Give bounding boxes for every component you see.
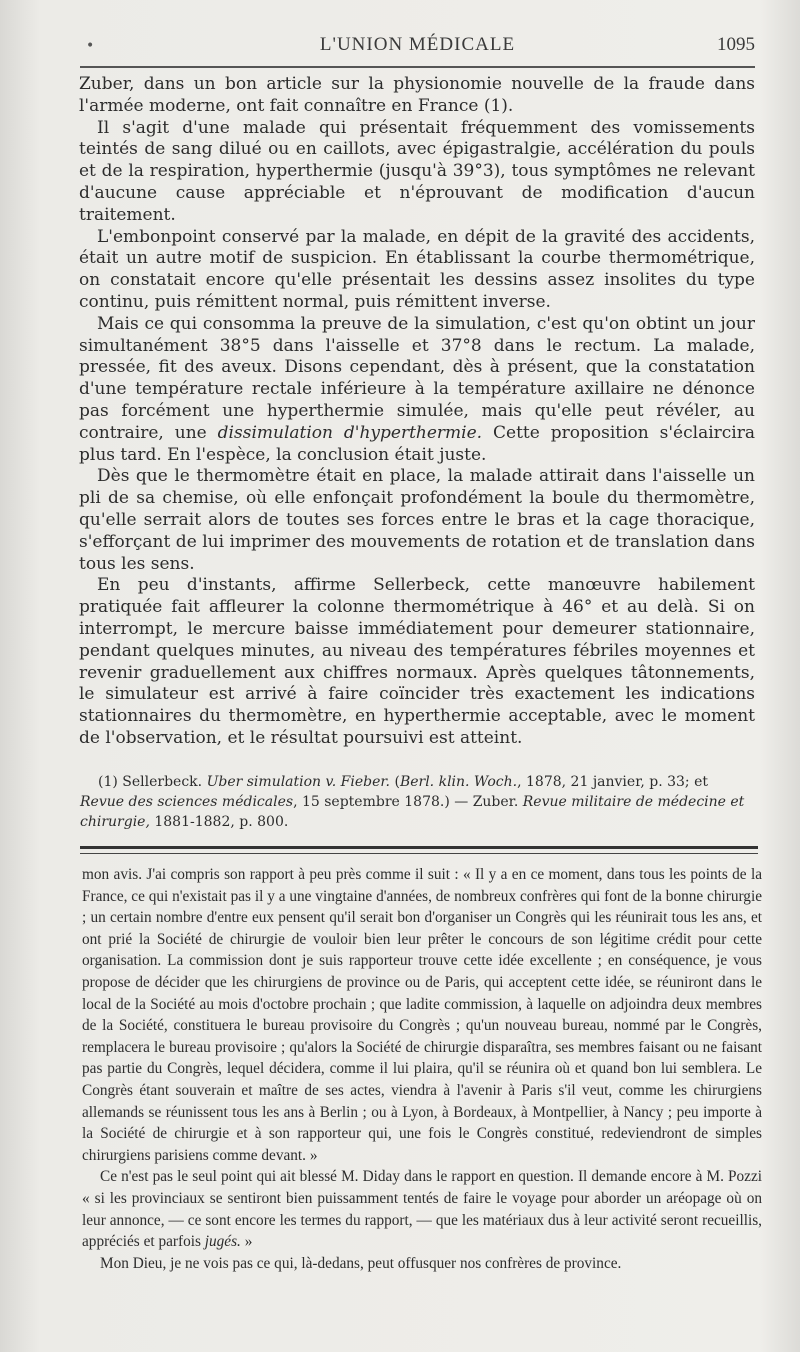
footnote-italic: Revue militaire de médecine et chirurgie, <box>80 794 745 830</box>
paragraph-5: Dès que le thermomètre était en place, la malade attirait dans l'aisselle un pli de sa chemise, où elle enfonçait profondément la boule du thermomètre, qu'elle serrait alors de toutes ses forces entre le bras et la cage thoracique, s'efforçant de lui imprimer des mouvements de rotation et de translation dans tous les sens. <box>79 466 755 574</box>
paragraph-6: En peu d'instants, affirme Sellerbeck, cette manœuvre habilement pratiquée fait affleurer la colonne thermométrique à 46° et au delà. Si on interrompt, le mercure baisse immédiatement pour demeurer stationnaire, pendant quelques minutes, au niveau des températures fébriles moyennes et revenir graduellement aux chiffres normaux. Après quelques tâtonnements, le simulateur est arrivé à faire coïncider très exactement les indications stationnaires du thermomètre, en hyperthermie acceptable, avec le moment de l'observation, et le résultat poursuivi est atteint. <box>79 575 755 748</box>
paragraph-3: L'embonpoint conservé par la malade, en dépit de la gravité des accidents, était un autre motif de suspicion. En établissant la courbe thermométrique, on constatait encore qu'elle présentait les dessins assez insolites du type continu, puis rémittent normal, puis rémittent inverse. <box>79 226 755 312</box>
footnote <box>80 772 756 832</box>
second-paragraph-3: Mon Dieu, je ne vois pas ce qui, là-dedans, peut offusquer nos confrères de province. <box>100 1254 622 1272</box>
page-number: 1095 <box>717 34 755 55</box>
footnote-text: ( <box>390 774 400 790</box>
footnote-italic: Revue des sciences médicales <box>80 794 294 810</box>
secondary-article-text <box>82 864 762 1274</box>
paragraph-4-text-a: Mais ce qui consomma la preuve de la simulation, c'est qu'on obtint un jour simultanément 38°5 dans l'aisselle et 37°8 dans le rectum. La malade, pressée, fit des aveux. Disons cependant, dès à présent, que la constatation d'une température rectale inférieure à la température axillaire ne dénonce pas forcément une hyperthermie simulée, mais qu'elle peut révéler, au contraire, une <box>79 313 755 443</box>
main-article-text <box>79 74 755 750</box>
paragraph-1: Zuber, dans un bon article sur la physionomie nouvelle de la fraude dans l'armée moderne, ont fait connaître en France (1). <box>79 74 755 116</box>
second-paragraph-2-text-b: » <box>240 1233 253 1251</box>
footnote-text: , 1878, 21 janvier, p. 33; et <box>517 774 709 790</box>
footnote-text: (1) Sellerbeck. <box>98 774 207 790</box>
second-paragraph-2-text-a: Ce n'est pas le seul point qui ait blessé M. Diday dans le rapport en question. Il demande encore à M. Pozzi « si les provinciaux se sentiront bien puissamment tentés de faire le voyage pour aborder un aréopage où on leur annonce, — ce sont encore les termes du rapport, — que les matériaux dus à leur activité seront recueillis, appréciés et parfois <box>82 1168 762 1251</box>
paragraph-2: Il s'agit d'une malade qui présentait fréquemment des vomissements teintés de sang dilué ou en caillots, avec épigastralgie, accélération du pouls et de la respiration, hyperthermie (jusqu'à 39°3), tous symptômes ne relevant d'aucune cause appréciable et n'éprouvant de modification d'aucun traitement. <box>79 117 755 225</box>
paragraph-4-italic: dissimulation d'hyperthermie. <box>217 422 483 443</box>
footnote-1 <box>80 772 756 832</box>
second-paragraph-1: mon avis. J'ai compris son rapport à peu près comme il suit : « Il y a en ce moment, dans tous les points de la France, ce qui n'existait pas il y a une vingtaine d'années, de nombreux confrères qui font de la bonne chirurgie ; un certain nombre d'entre eux pensent qu'il serait bon d'organiser un Congrès qui les réunirait tous les ans, et ont prié la Société de chirurgie de vouloir bien leur prêter le concours de son légitime crédit pour cette organisation. La commission dont je suis rapporteur trouve cette idée excellente ; en conséquence, je vous propose de décider que les chirurgiens de province ou de Paris, qui acceptent cette idée, se réuniront dans le local de la Société au mois d'octobre prochain ; que ladite commission, à laquelle on adjoindra deux membres de la Société, constituera le bureau provisoire du Congrès ; qu'un nouveau bureau, nommé par le Congrès, remplacera le bureau provisoire ; qu'alors la Société de chirurgie disparaîtra, ses membres faisant ou ne faisant pas partie du Congrès, lequel décidera, comme il lui plaira, qu'il se réunira où et quand bon lui semblera. Le Congrès étant souverain et maître de ses actes, viendra à l'avenir à Paris s'il veut, comme les chirurgiens allemands se réunissent tous les ans à Berlin ; ou à Lyon, à Bordeaux, à Montpellier, à Nancy ; peu importe à la Société de chirurgie et à son rapporteur qui, une fois le Congrès constitué, redeviendront de simples chirurgiens parisiens comme devant. » <box>82 866 762 1164</box>
footnote-italic: Uber simulation v. Fieber. <box>206 774 391 790</box>
section-divider-thick <box>80 846 758 849</box>
section-divider-thin <box>80 853 758 854</box>
footnote-italic: Berl. klin. Woch. <box>399 774 518 790</box>
footnote-text: , 15 septembre 1878.) — Zuber. <box>293 794 523 810</box>
footnote-text: 1881-1882, p. 800. <box>149 814 289 830</box>
second-paragraph-2 <box>82 1166 762 1252</box>
header-mark: • <box>86 38 95 54</box>
paragraph-4 <box>79 314 755 467</box>
header-rule <box>80 66 755 68</box>
second-paragraph-2-italic: jugés. <box>204 1233 241 1251</box>
running-header <box>80 30 755 60</box>
journal-title: L'UNION MÉDICALE <box>319 34 516 55</box>
paragraph-4-text-b: Cette proposition s'éclaircira plus tard. En l'espèce, la conclusion était juste. <box>79 422 755 465</box>
